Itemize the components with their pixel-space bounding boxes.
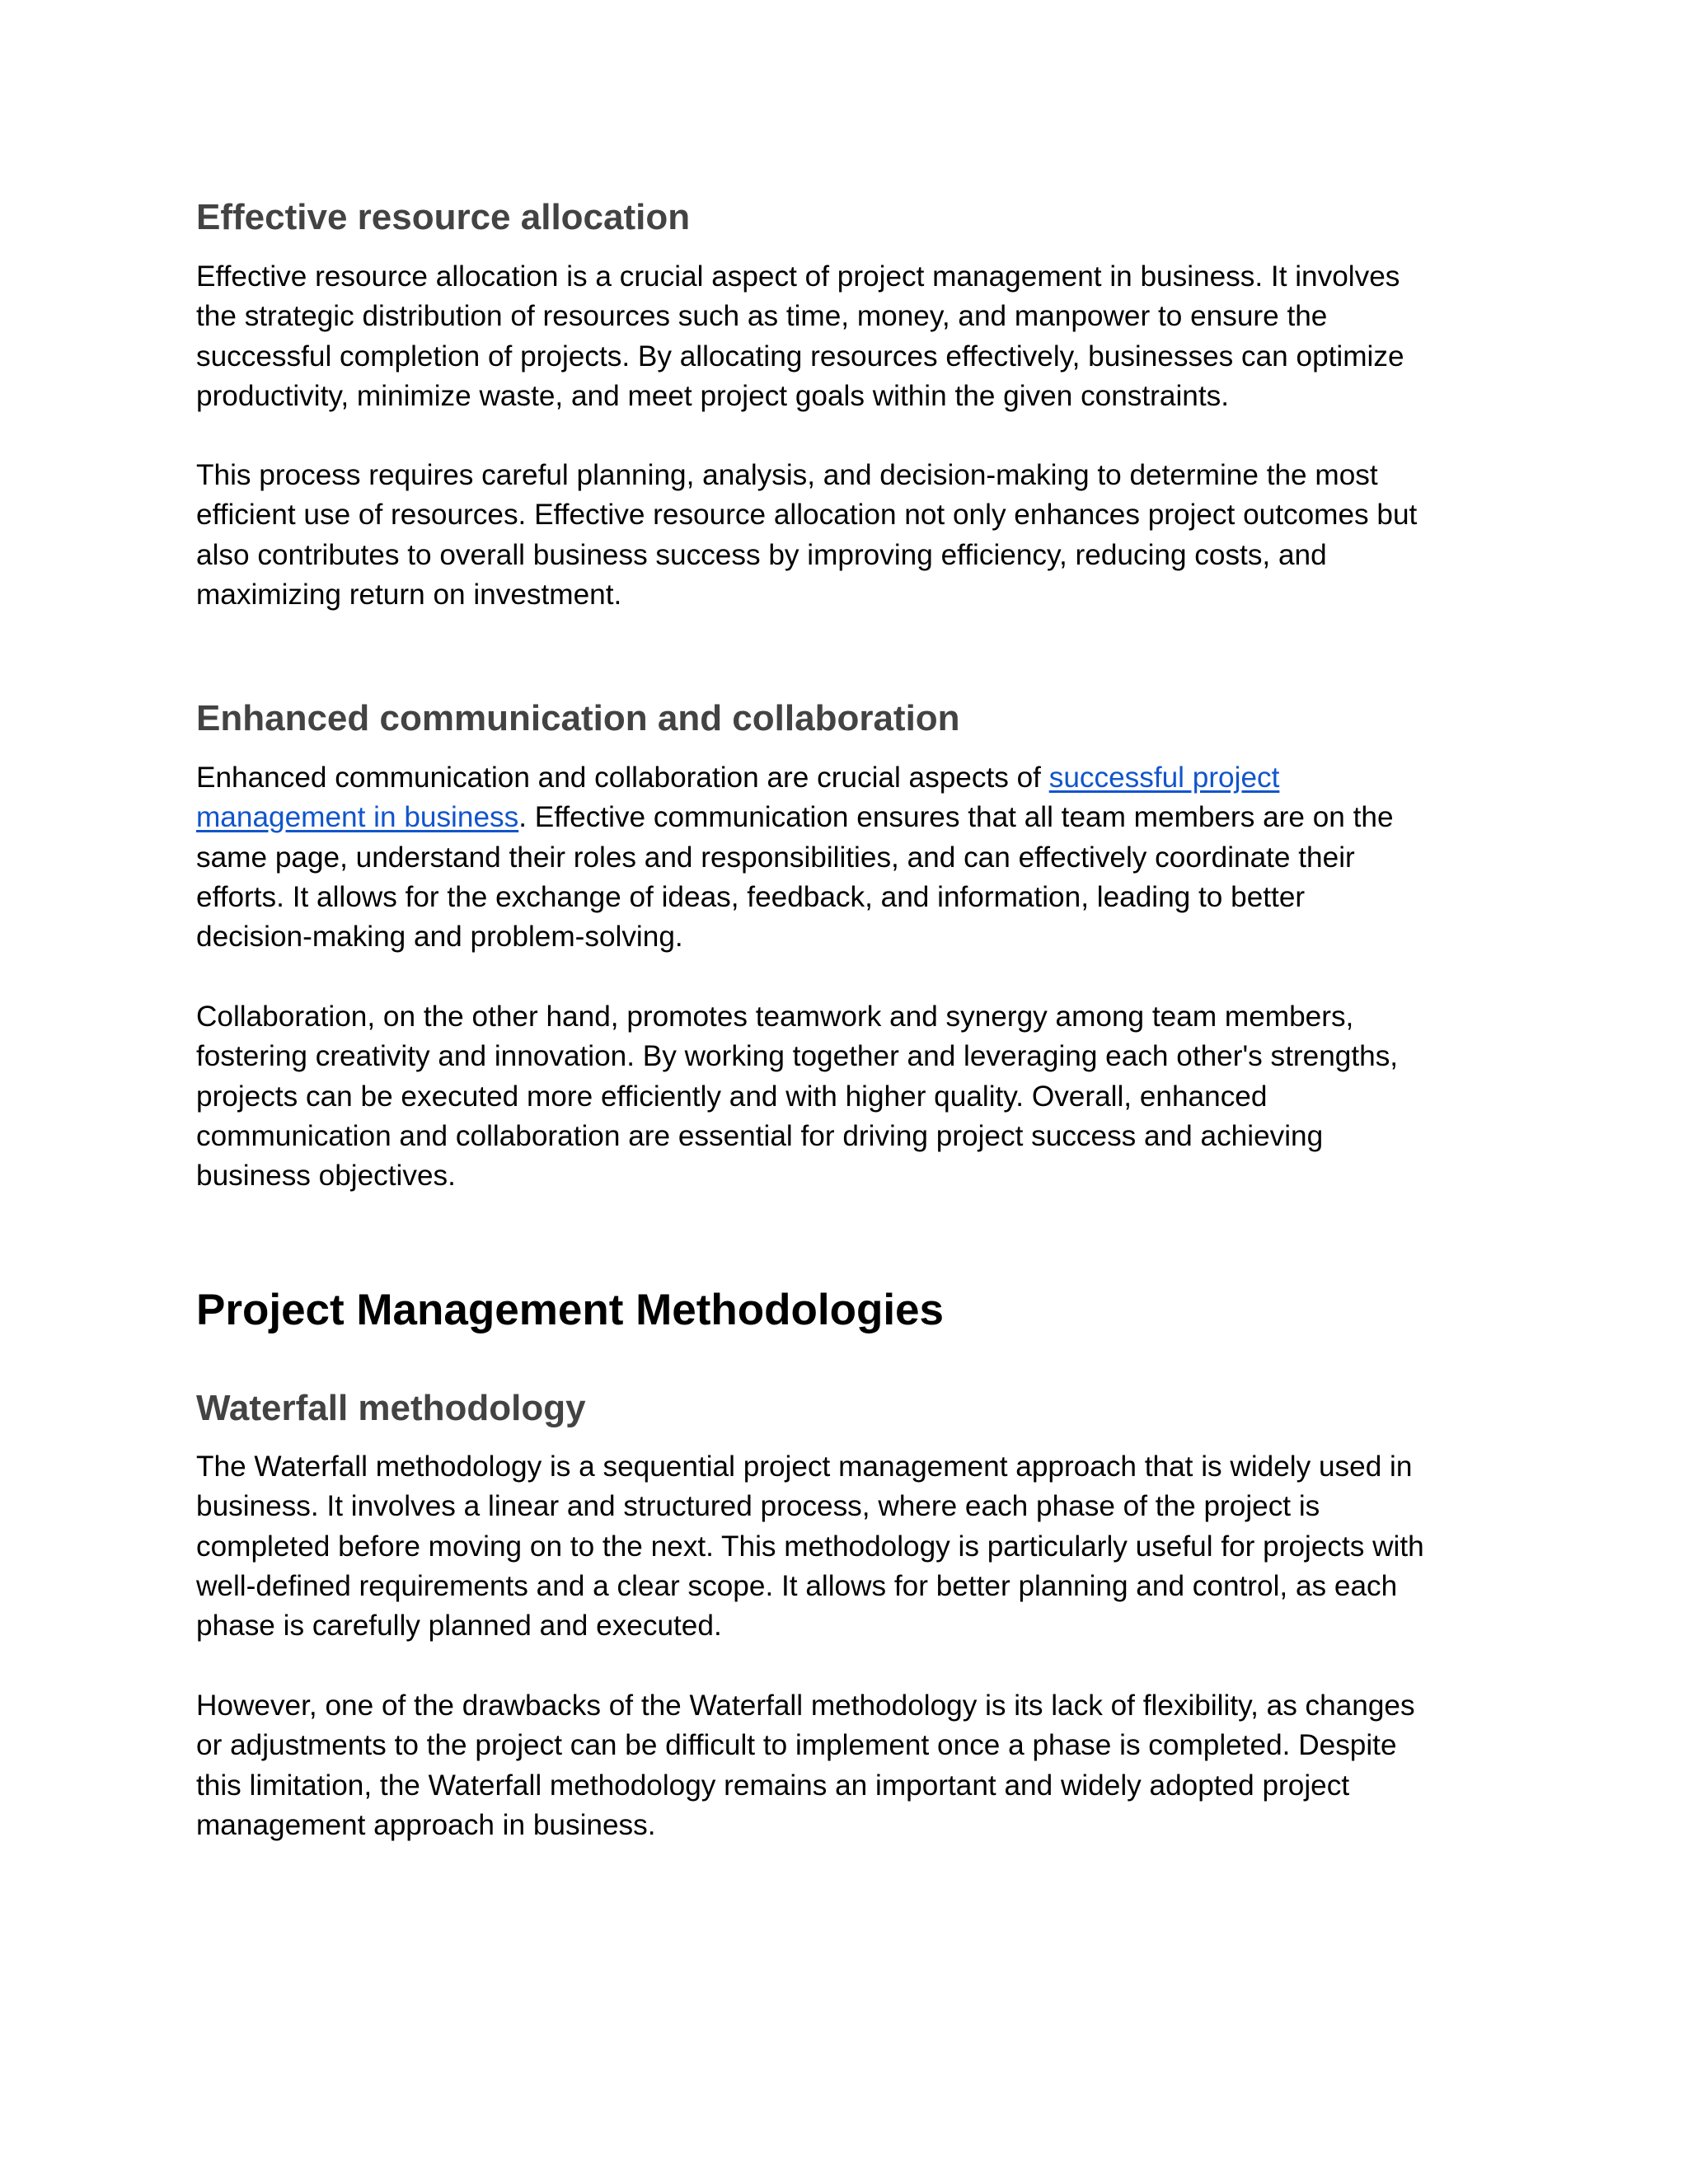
text-line: business. It involves a linear and structured process, where each phase of the project is: [196, 1490, 1320, 1523]
text-line: efforts. It allows for the exchange of ideas, feedback, and information, leading to better: [196, 880, 1306, 913]
text-line: fostering creativity and innovation. By working together and leveraging each other's strengths,: [196, 1040, 1399, 1073]
text-line: phase is carefully planned and executed.: [196, 1610, 722, 1643]
text-line: Effective resource allocation is a crucial aspect of project management in business. It involves: [196, 260, 1400, 293]
text-span: Enhanced communication and collaboration are crucial aspects of: [196, 762, 1049, 794]
successful-project-management-link[interactable]: successful project: [1048, 762, 1280, 794]
text-line: successful completion of projects. By allocating resources effectively, businesses can optimize: [196, 340, 1404, 373]
text-line: [196, 758, 1482, 798]
text-line: communication and collaboration are essential for driving project success and achieving: [196, 1119, 1324, 1152]
heading-effective-resource-allocation: Effective resource allocation: [196, 197, 691, 237]
paragraph: [196, 1447, 1482, 1646]
text-line: business objectives.: [196, 1160, 456, 1193]
text-line: management approach in business.: [196, 1808, 656, 1841]
text-line: the strategic distribution of resources such as time, money, and manpower to ensure the: [196, 300, 1328, 333]
text-line: completed before moving on to the next. This methodology is particularly useful for projects with: [196, 1530, 1424, 1563]
heading-project-management-methodologies: Project Management Methodologies: [196, 1286, 945, 1334]
text-line: also contributes to overall business success by improving efficiency, reducing costs, and: [196, 538, 1327, 571]
text-line: projects can be executed more efficiently and with higher quality. Overall, enhanced: [196, 1080, 1268, 1113]
text-line: efficient use of resources. Effective resource allocation not only enhances project outcomes but: [196, 499, 1418, 532]
heading-enhanced-communication: Enhanced communication and collaboration: [196, 698, 960, 738]
text-line: well-defined requirements and a clear scope. It allows for better planning and control, as each: [196, 1569, 1398, 1602]
text-line: or adjustments to the project can be difficult to implement once a phase is completed. Despite: [196, 1729, 1397, 1762]
text-span: . Effective communication ensures that all team members are on the: [518, 801, 1394, 834]
text-line: [196, 798, 1482, 837]
paragraph: [196, 758, 1482, 957]
paragraph: [196, 997, 1482, 1196]
text-line: decision-making and problem-solving.: [196, 921, 683, 954]
paragraph: [196, 1686, 1482, 1845]
text-line: This process requires careful planning, analysis, and decision-making to determine the most: [196, 459, 1378, 491]
text-line: The Waterfall methodology is a sequential project management approach that is widely used in: [196, 1451, 1413, 1483]
paragraph: [196, 456, 1482, 615]
text-line: maximizing return on investment.: [196, 578, 622, 611]
paragraph: [196, 257, 1482, 416]
successful-project-management-link-continued[interactable]: management in business: [196, 801, 519, 834]
heading-waterfall-methodology: Waterfall methodology: [196, 1388, 586, 1428]
text-line: Collaboration, on the other hand, promotes teamwork and synergy among team members,: [196, 1001, 1354, 1033]
text-line: same page, understand their roles and responsibilities, and can effectively coordinate their: [196, 841, 1355, 874]
text-line: this limitation, the Waterfall methodology remains an important and widely adopted project: [196, 1769, 1350, 1802]
text-line: However, one of the drawbacks of the Waterfall methodology is its lack of flexibility, as changes: [196, 1690, 1415, 1722]
text-line: productivity, minimize waste, and meet project goals within the given constraints.: [196, 379, 1229, 412]
